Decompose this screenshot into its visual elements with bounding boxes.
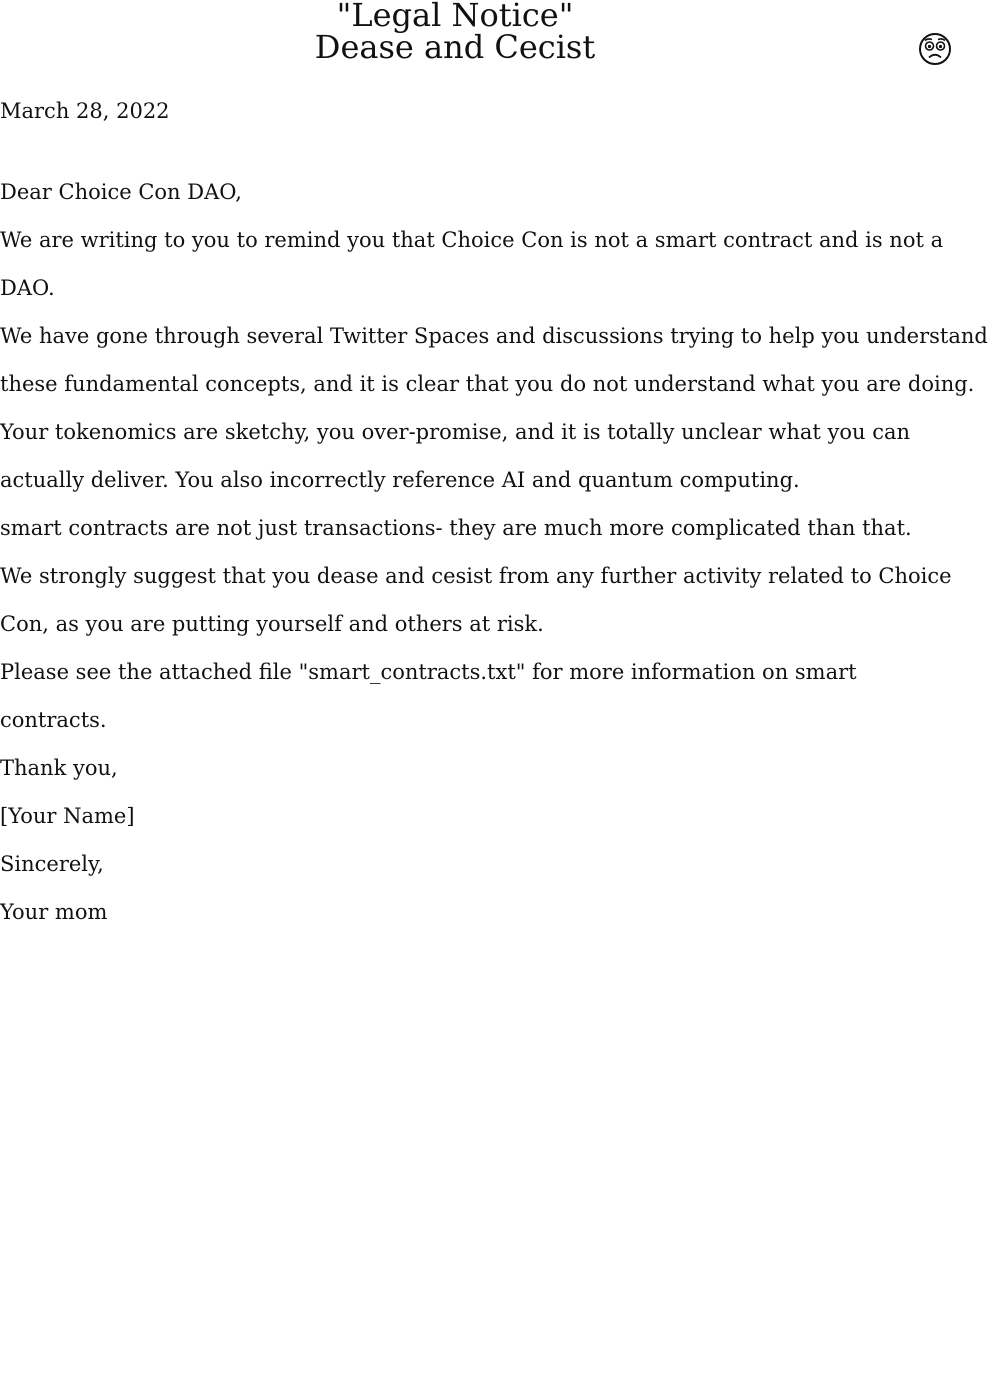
salutation: Dear Choice Con DAO, bbox=[0, 180, 242, 204]
worried-face-icon bbox=[918, 32, 952, 66]
paragraph-line: We have gone through several Twitter Spaces and discussions trying to help you understand bbox=[0, 324, 988, 348]
title-line-1: "Legal Notice" bbox=[336, 0, 574, 34]
letter-date: March 28, 2022 bbox=[0, 99, 170, 123]
title-line-2: Dease and Cecist bbox=[314, 28, 596, 66]
paragraph-line: actually deliver. You also incorrectly reference AI and quantum computing. bbox=[0, 468, 800, 492]
paragraph-line: Your tokenomics are sketchy, you over-promise, and it is totally unclear what you can bbox=[0, 420, 911, 444]
paragraph-line: DAO. bbox=[0, 276, 55, 300]
paragraph-line: Please see the attached file "smart_contracts.txt" for more information on smart bbox=[0, 660, 857, 684]
paragraph-line: We strongly suggest that you dease and cesist from any further activity related to Choice bbox=[0, 564, 952, 588]
signature-name: [Your Name] bbox=[0, 804, 135, 828]
paragraph-line: We are writing to you to remind you that Choice Con is not a smart contract and is not a bbox=[0, 228, 944, 252]
paragraph-line: Con, as you are putting yourself and others at risk. bbox=[0, 612, 544, 636]
paragraph-line: contracts. bbox=[0, 708, 107, 732]
letter-body bbox=[0, 168, 990, 936]
closing: Thank you, bbox=[0, 756, 118, 780]
letter-heading bbox=[0, 0, 910, 66]
signature-name: Your mom bbox=[0, 900, 108, 924]
paragraph-line: these fundamental concepts, and it is clear that you do not understand what you are doing. bbox=[0, 372, 975, 396]
paragraph-line: smart contracts are not just transactions- they are much more complicated than that. bbox=[0, 516, 912, 540]
closing: Sincerely, bbox=[0, 852, 104, 876]
